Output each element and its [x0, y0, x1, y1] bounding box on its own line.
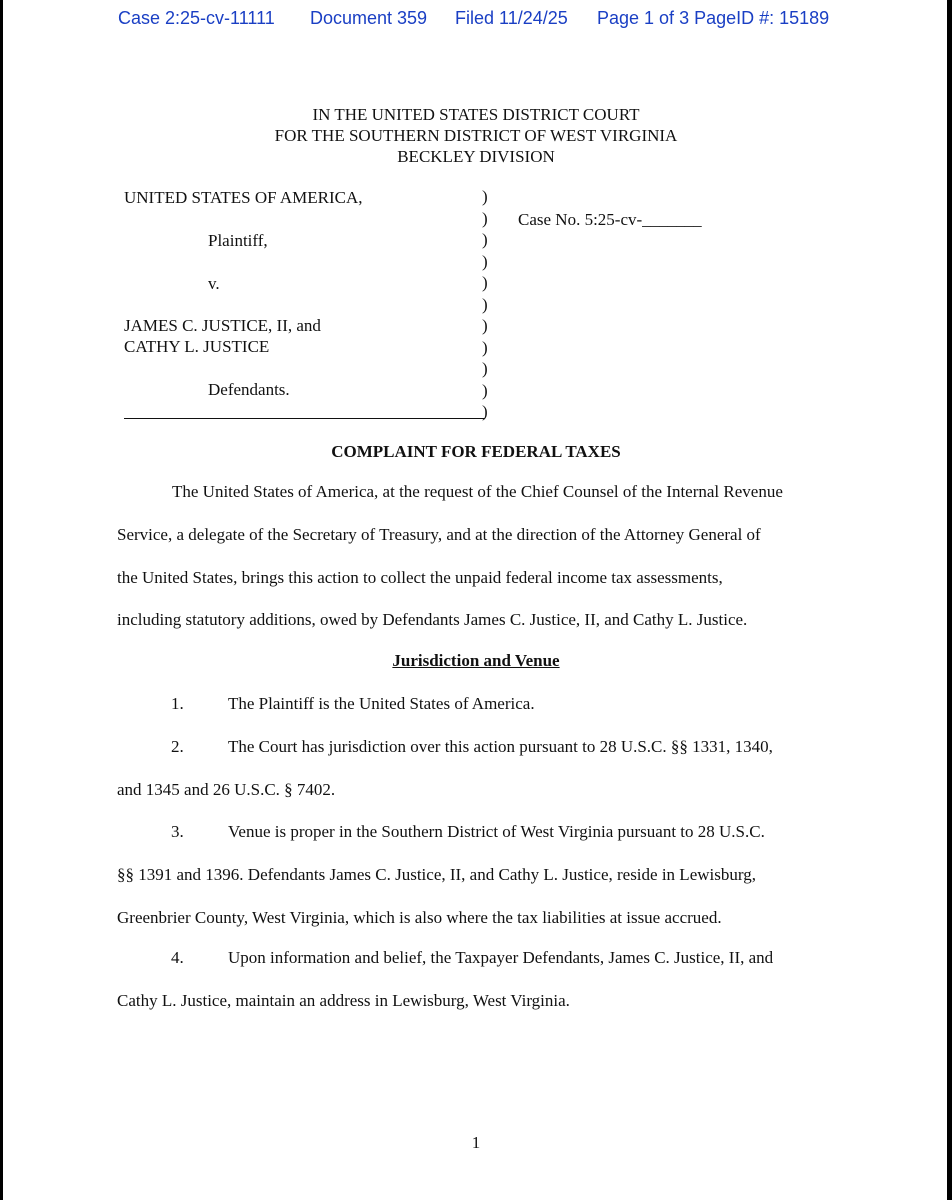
section-heading: Jurisdiction and Venue	[392, 651, 560, 670]
caption-parentheses	[482, 186, 494, 423]
complaint-title: COMPLAINT FOR FEDERAL TAXES	[331, 442, 621, 461]
plaintiff-name: UNITED STATES OF AMERICA,	[124, 188, 363, 207]
paragraph-continuation: Greenbrier County, West Virginia, which is also where the tax liabilities at issue accrued.	[117, 908, 722, 927]
paragraph-continuation: Cathy L. Justice, maintain an address in Lewisburg, West Virginia.	[117, 991, 570, 1010]
paragraph-number: 4.	[171, 948, 184, 967]
caption-paren: )	[482, 294, 488, 314]
paragraph-continuation: and 1345 and 26 U.S.C. § 7402.	[117, 780, 336, 799]
intro-line: the United States, brings this action to collect the unpaid federal income tax assessments,	[117, 568, 723, 587]
court-caption	[0, 104, 952, 167]
defendant-line-2: CATHY L. JUSTICE	[124, 337, 270, 356]
versus: v.	[208, 274, 220, 293]
court-line-2: FOR THE SOUTHERN DISTRICT OF WEST VIRGINIA	[274, 126, 678, 145]
court-line-3: BECKLEY DIVISION	[397, 147, 555, 166]
plaintiff-role: Plaintiff,	[208, 231, 268, 250]
page-number: 1	[471, 1133, 481, 1152]
ecf-header	[0, 8, 952, 32]
caption-paren: )	[482, 380, 488, 400]
caption-paren: )	[482, 359, 488, 378]
caption-paren: )	[482, 251, 488, 271]
header-document-number: Document 359	[310, 8, 428, 28]
defendant-role: Defendants.	[208, 380, 290, 399]
header-case-number: Case 2:25-cv-11111	[118, 8, 275, 28]
defendant-line-1: JAMES C. JUSTICE, II, and	[124, 316, 321, 335]
caption-paren: )	[482, 316, 488, 335]
paragraph-number: 3.	[171, 822, 184, 841]
left-border	[0, 0, 3, 1200]
case-number: Case No. 5:25-cv-_______	[518, 210, 702, 229]
header-page-info: Page 1 of 3 PageID #: 15189	[597, 8, 830, 28]
paragraph-text: Venue is proper in the Southern District of West Virginia pursuant to 28 U.S.C.	[228, 822, 765, 841]
caption-underline	[124, 418, 485, 419]
caption-paren: )	[482, 273, 488, 292]
intro-line: The United States of America, at the request of the Chief Counsel of the Internal Revenue	[172, 482, 783, 501]
header-filed-date: Filed 11/24/25	[455, 8, 568, 28]
intro-line: including statutory additions, owed by Defendants James C. Justice, II, and Cathy L. Justice.	[117, 610, 748, 629]
caption-paren: )	[482, 187, 488, 206]
paragraph-number: 1.	[171, 694, 184, 713]
caption-paren: )	[482, 402, 488, 421]
caption-paren: )	[482, 337, 488, 357]
right-border	[947, 0, 952, 1200]
paragraph-text: The Plaintiff is the United States of America.	[228, 694, 535, 713]
caption-paren: )	[482, 208, 488, 228]
court-line-1: IN THE UNITED STATES DISTRICT COURT	[312, 105, 640, 124]
paragraph-continuation: §§ 1391 and 1396. Defendants James C. Justice, II, and Cathy L. Justice, reside in Lewisburg,	[117, 865, 756, 884]
intro-line: Service, a delegate of the Secretary of Treasury, and at the direction of the Attorney General of	[117, 525, 761, 544]
paragraph-text: Upon information and belief, the Taxpayer Defendants, James C. Justice, II, and	[228, 948, 774, 967]
paragraph-text: The Court has jurisdiction over this action pursuant to 28 U.S.C. §§ 1331, 1340,	[228, 737, 773, 756]
paragraph-number: 2.	[171, 737, 184, 756]
caption-paren: )	[482, 230, 488, 249]
